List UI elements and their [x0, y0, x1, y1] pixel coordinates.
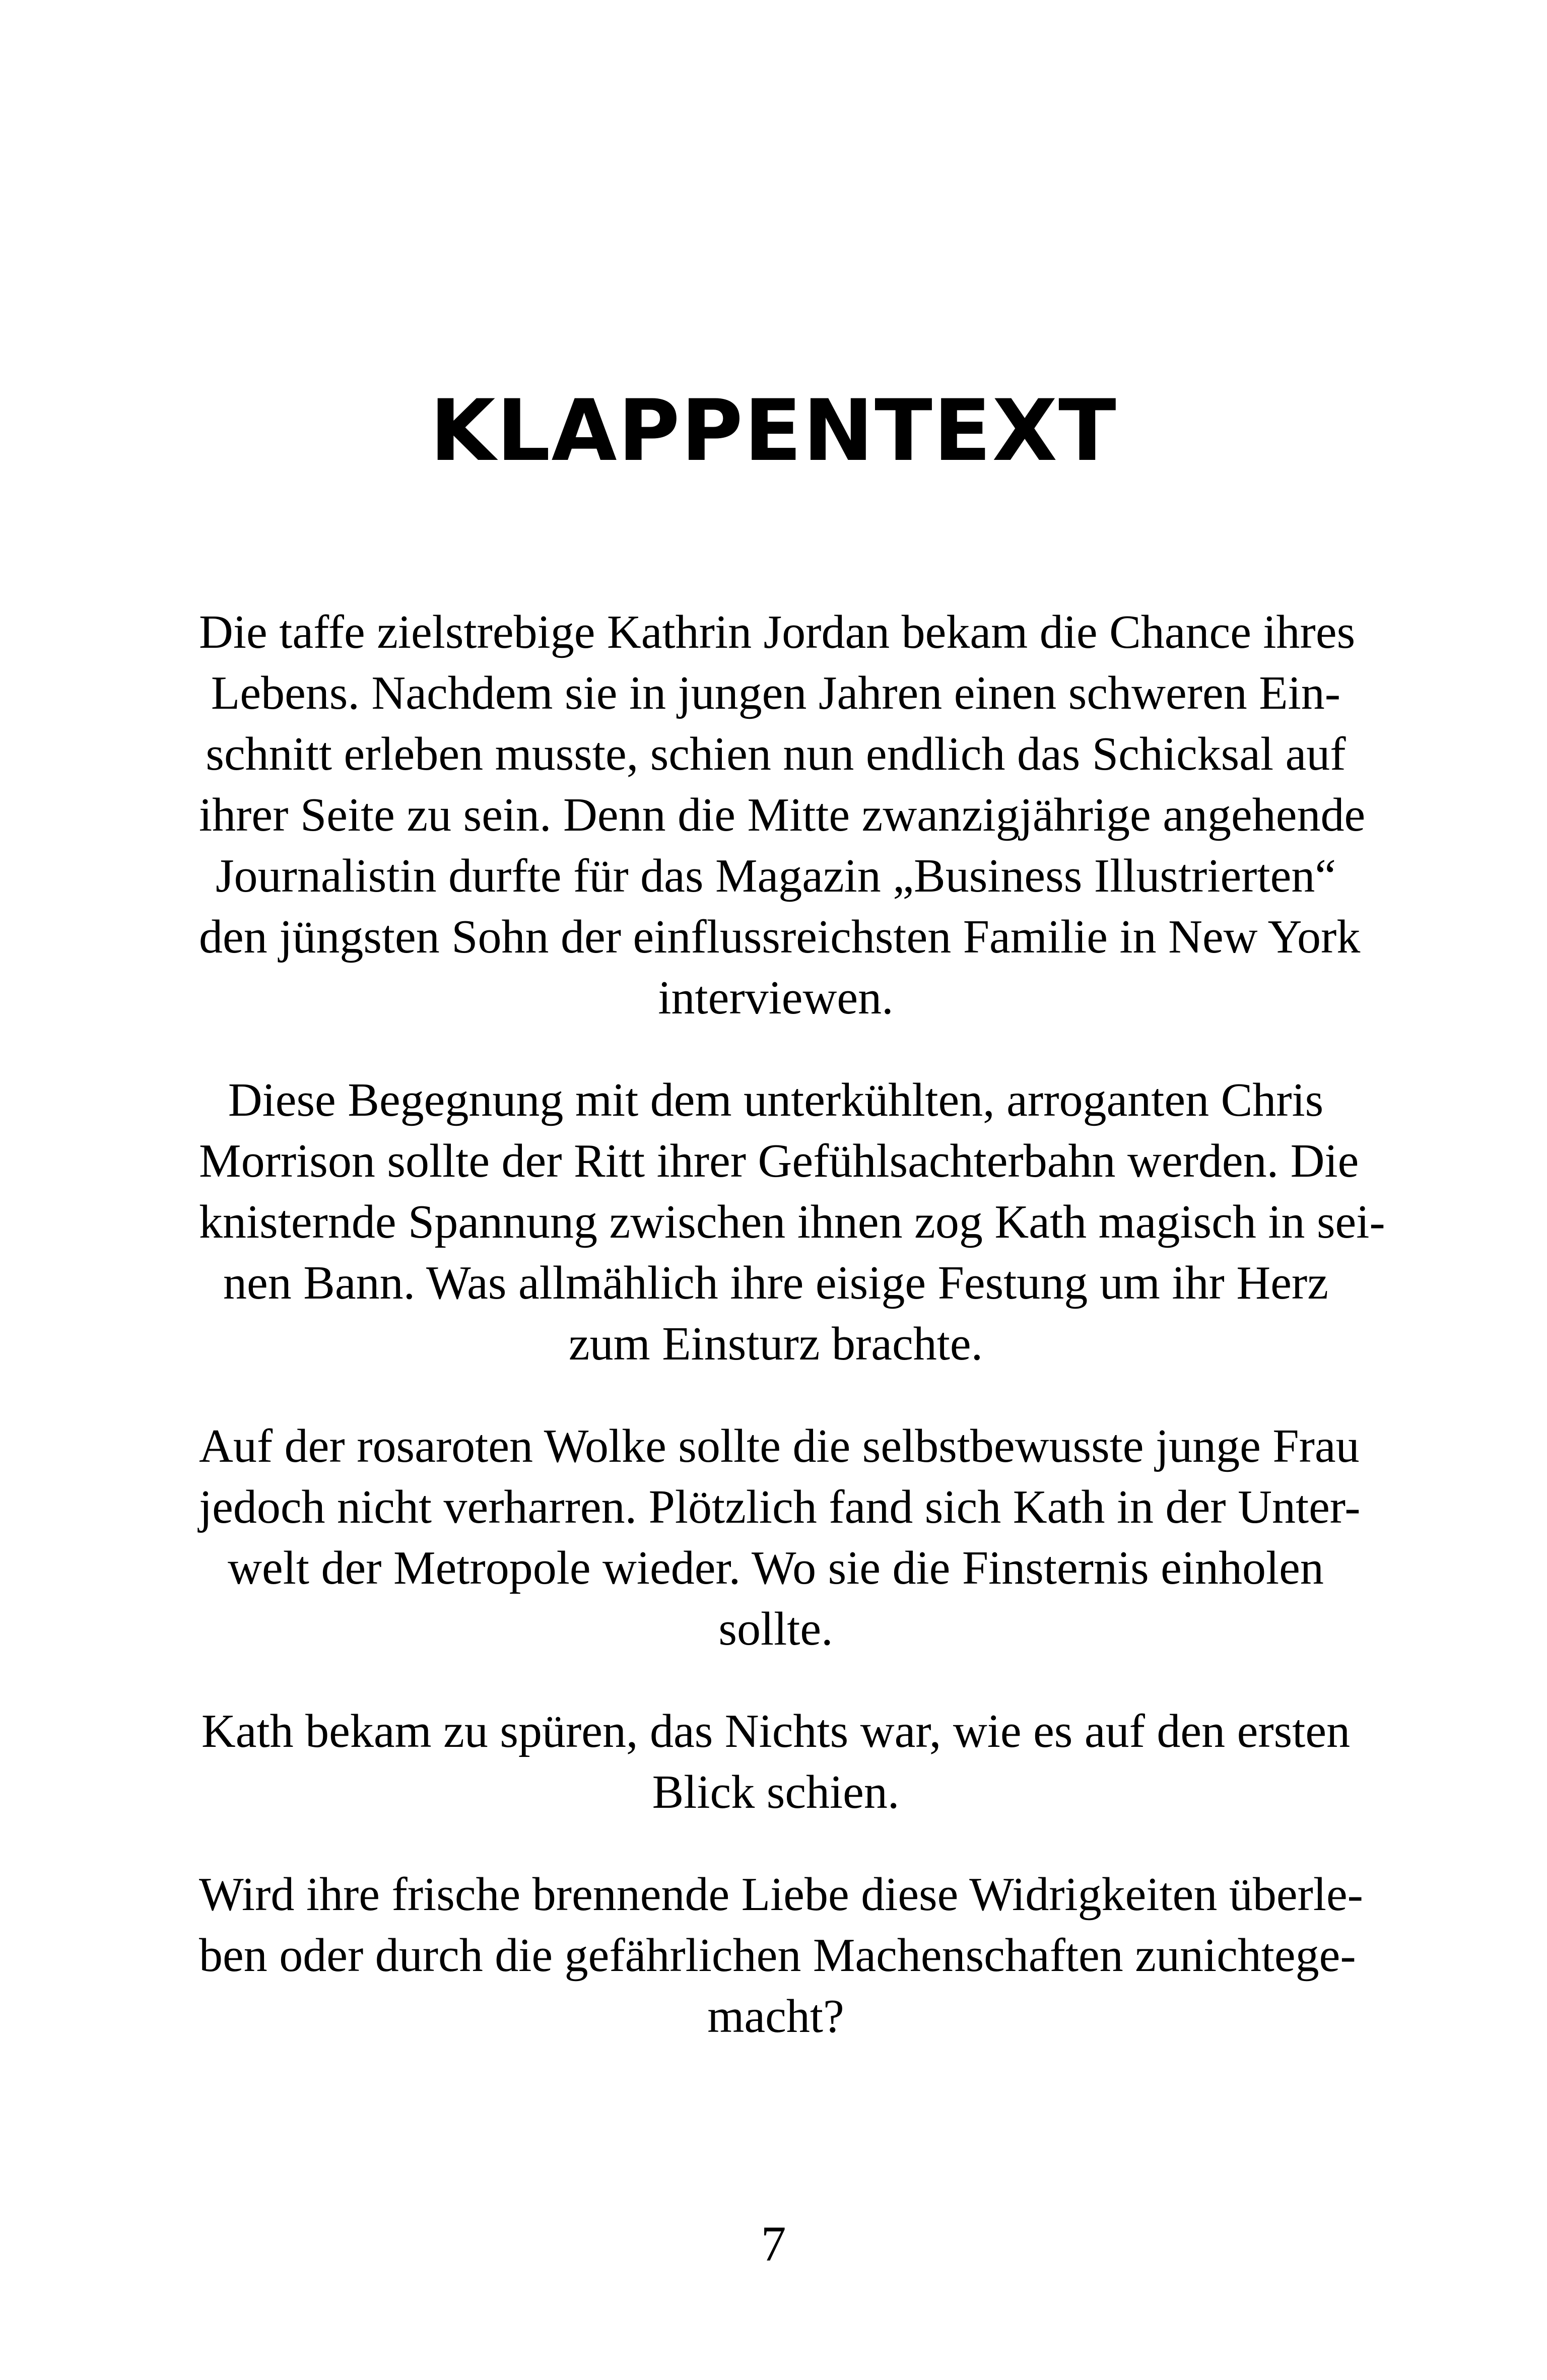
- text-line: den jüngsten Sohn der einflussreichsten Familie in New York: [199, 911, 1361, 963]
- page-heading: KLAPPENTEXT: [430, 381, 1117, 480]
- text-line: Morrison sollte der Ritt ihrer Gefühlsachterbahn werden. Die: [199, 1135, 1359, 1187]
- text-line: knisternde Spannung zwischen ihnen zog Kath magisch in sei-: [199, 1196, 1385, 1248]
- text-line: Auf der rosaroten Wolke sollte die selbstbewusste junge Frau: [199, 1420, 1360, 1472]
- text-line: jedoch nicht verharren. Plötzlich fand sich Kath in der Unter-: [199, 1481, 1361, 1533]
- text-line: welt der Metropole wieder. Wo sie die Finsternis einholen: [228, 1542, 1324, 1594]
- text-line: Blick schien.: [652, 1766, 900, 1818]
- text-line: sollte.: [718, 1603, 833, 1655]
- text-line: Kath bekam zu spüren, das Nichts war, wie es auf den ersten: [201, 1705, 1351, 1757]
- paragraph-3: [199, 1416, 1361, 1660]
- text-line: ben oder durch die gefährlichen Machenschaften zunichtege-: [199, 1929, 1356, 1982]
- text-line: ihrer Seite zu sein. Denn die Mitte zwanzigjährige angehende: [199, 789, 1366, 841]
- text-line: Lebens. Nachdem sie in jungen Jahren einen schweren Ein-: [211, 667, 1341, 719]
- text-line: zum Einsturz brachte.: [568, 1318, 983, 1370]
- text-line: schnitt erleben musste, schien nun endlich das Schicksal auf: [206, 728, 1346, 780]
- text-line: Journalistin durfte für das Magazin „Business Illustrierten“: [215, 850, 1336, 902]
- text-line: nen Bann. Was allmählich ihre eisige Festung um ihr Herz: [223, 1257, 1328, 1309]
- text-line: Diese Begegnung mit dem unterkühlten, arroganten Chris: [228, 1074, 1324, 1126]
- paragraph-2: [199, 1070, 1385, 1375]
- page-number: 7: [761, 2216, 786, 2272]
- text-line: Wird ihre frische brennende Liebe diese Widrigkeiten überle-: [199, 1868, 1363, 1921]
- paragraph-1: [199, 602, 1366, 1029]
- text-line: macht?: [707, 1990, 844, 2043]
- paragraph-5: [199, 1864, 1363, 2047]
- text-line: interviewen.: [658, 972, 894, 1024]
- paragraph-4: [199, 1701, 1353, 1823]
- text-line: Die taffe zielstrebige Kathrin Jordan bekam die Chance ihres: [199, 606, 1356, 658]
- blurb-text: [199, 602, 1385, 2088]
